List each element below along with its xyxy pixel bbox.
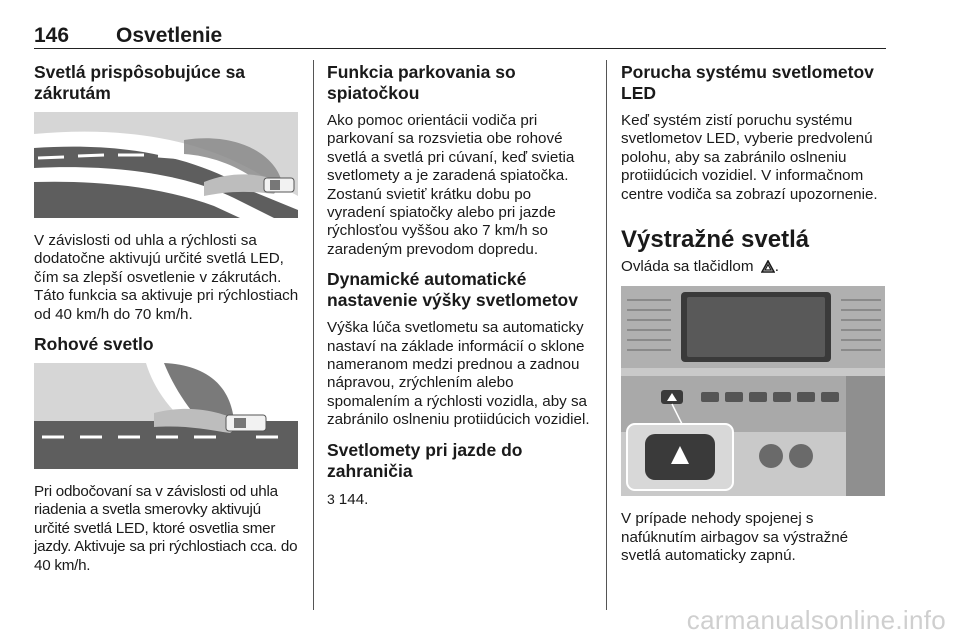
paragraph-hazard-button bbox=[621, 258, 887, 276]
paragraph-headlight-levelling: Výška lúča svetlometu sa automaticky nastaví na základe informácií o sklone nameranom medzi prednou a zadnou nápravou, zrýchlením alebo spomalením a rýchlosti vozidla, aby sa zabránilo oslneniu protiidúcich vozidiel. bbox=[327, 319, 590, 429]
page-title: Osvetlenie bbox=[116, 24, 223, 47]
hazard-button-text-end: . bbox=[774, 258, 779, 276]
paragraph-cornering-light: Pri odbočovaní sa v závislosti od uhla riadenia a svetla smerovky aktivujú určité svetlá LED, ktoré osvetlia smer jazdy. Aktivuje sa pri rýchlostiach cca. do 40 km/h. bbox=[34, 483, 298, 574]
column-divider bbox=[313, 60, 314, 610]
paragraph-adaptive-lights: V závislosti od uhla a rýchlosti sa dodatočne aktivujú určité svetlá LED, čím sa zlepší osvetlenie v zákrutách. Táto funkcia sa aktivuje pri rýchlostiach od 40 km/h do 70 km/h. bbox=[34, 232, 299, 323]
watermark: carmanualsonline.info bbox=[686, 605, 946, 635]
heading-cornering-light: Rohové svetlo bbox=[34, 334, 154, 355]
page-header bbox=[34, 22, 886, 49]
reference-page-link[interactable]: 144. bbox=[338, 490, 369, 508]
heading-parking-function: Funkcia parkovania so spiatočkou bbox=[327, 62, 516, 103]
heading-led-failure: Porucha systému svetlometov LED bbox=[621, 62, 874, 103]
reference-arrow-icon: 3 bbox=[327, 490, 335, 507]
column-right bbox=[621, 62, 887, 576]
dashboard-hazard-button-illustration bbox=[621, 286, 885, 496]
paragraph-airbag-hazard: V prípade nehody spojenej s nafúknutím airbagov sa výstražné svetlá automaticky zapnú. bbox=[621, 510, 849, 565]
curve-lighting-illustration bbox=[34, 112, 298, 218]
reference-paragraph bbox=[327, 490, 591, 509]
section-title-hazard-lights: Výstražné svetlá bbox=[621, 226, 810, 254]
column-middle bbox=[327, 62, 591, 519]
heading-driving-abroad: Svetlomety pri jazde do zahraničia bbox=[327, 439, 523, 481]
hazard-button-text: Ovláda sa tlačidlom bbox=[621, 258, 754, 276]
heading-headlight-levelling: Dynamické automatické nastavenie výšky svetlometov bbox=[327, 269, 578, 311]
cornering-light-illustration bbox=[34, 363, 298, 469]
paragraph-led-failure: Keď systém zistí poruchu systému svetlometov LED, vyberie predvolenú polohu, aby sa zabránilo oslneniu protiidúcich vozidiel. V informačnom centre vodiča sa zobrazí upozornenie. bbox=[621, 112, 878, 203]
column-left bbox=[34, 62, 300, 585]
page-number: 146 bbox=[34, 24, 70, 47]
hazard-triangle-icon bbox=[761, 260, 775, 273]
paragraph-parking-function: Ako pomoc orientácii vodiča pri parkovaní sa rozsvietia obe rohové svetlá a svetlá pri cúvaní, keď svietia svetlomety a je zaradená spiatočka. Zostanú svietiť krátku dobu po vyradení spiatočky alebo pri jazde rýchlosťou vyššou ako 7 km/h so zaradeným prevodom dopredu. bbox=[327, 112, 575, 258]
heading-adaptive-lights: Svetlá prispôsobujúce sa zákrutám bbox=[34, 62, 246, 103]
column-divider bbox=[606, 60, 607, 610]
